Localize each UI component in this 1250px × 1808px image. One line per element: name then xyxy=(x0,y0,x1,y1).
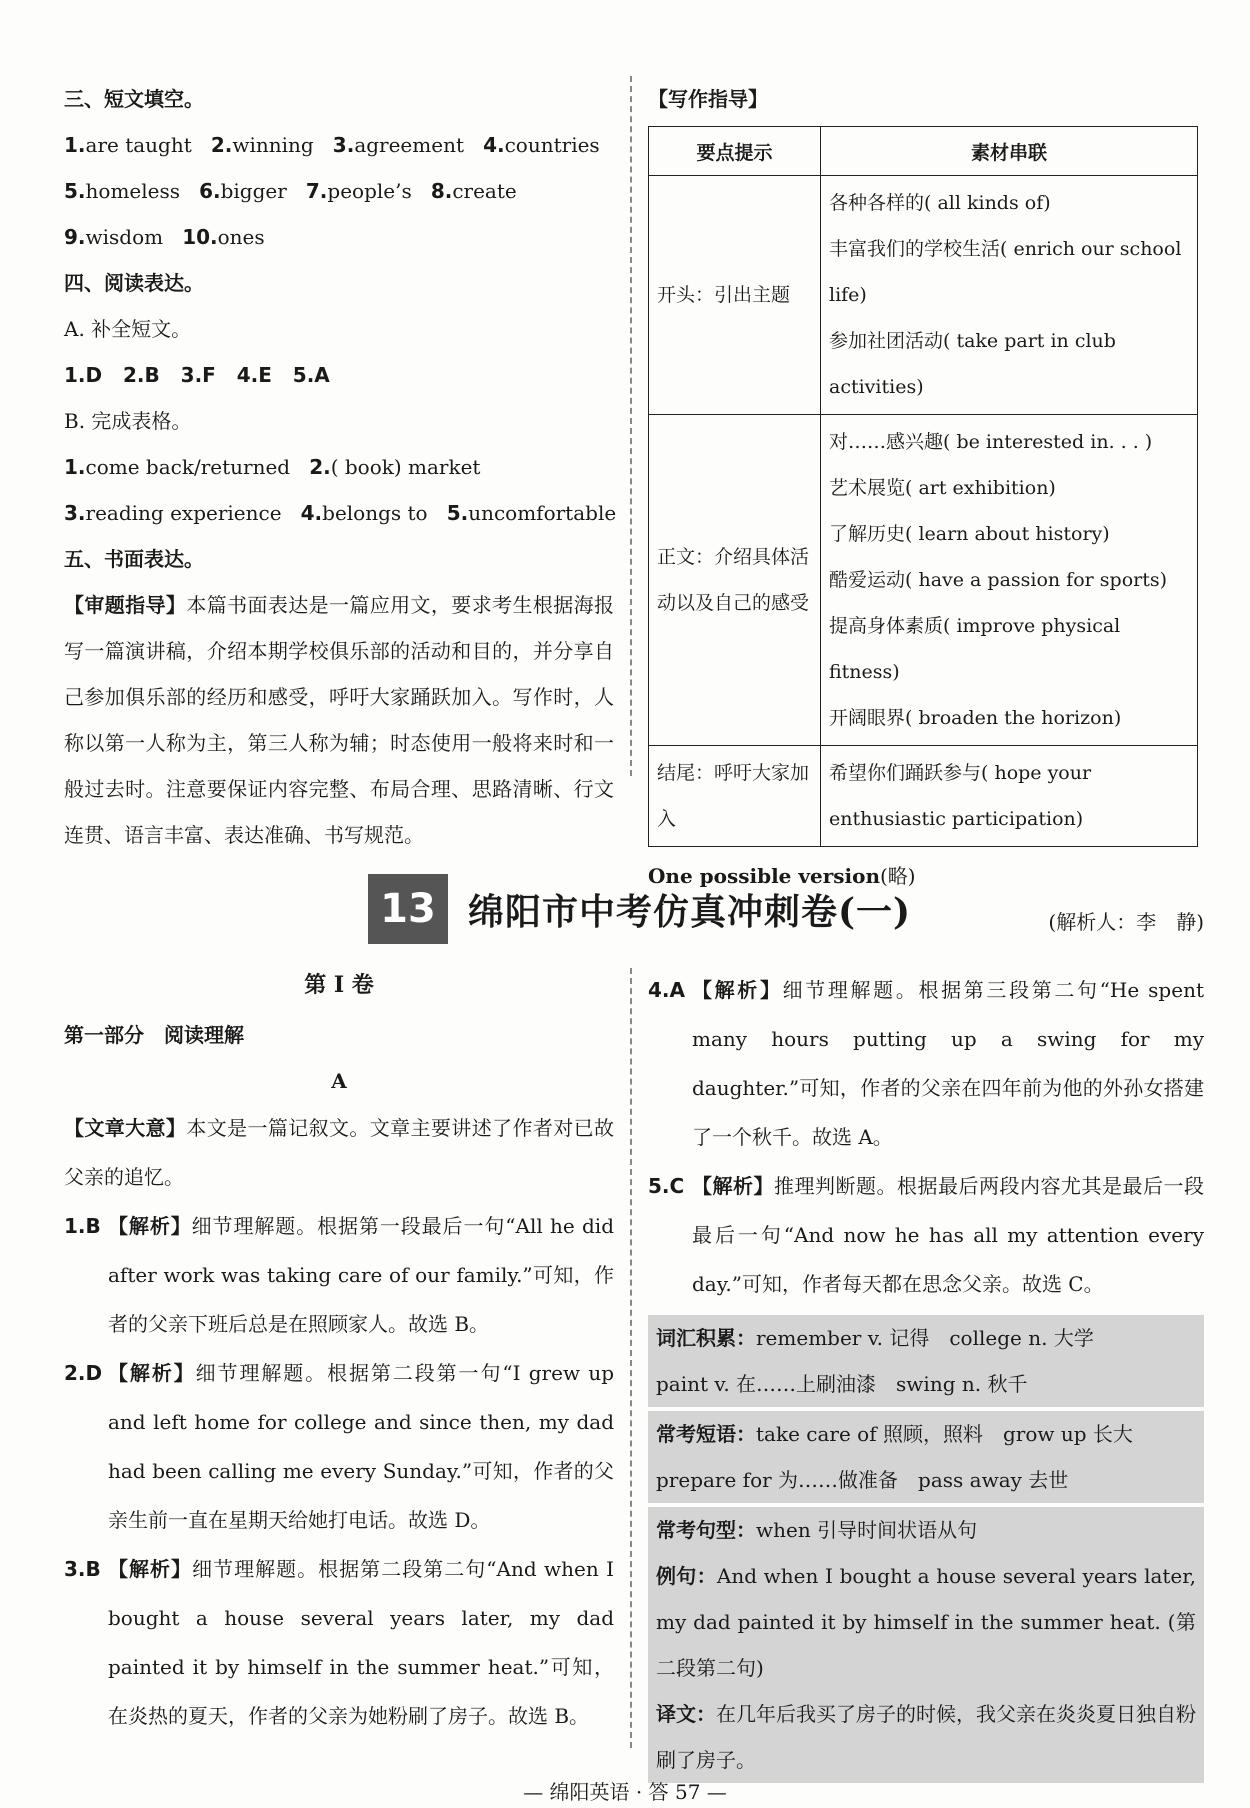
sec3-row-3: 9.wisdom 10.ones xyxy=(64,225,265,249)
table-header-material: 素材串联 xyxy=(821,127,1198,176)
exam-banner xyxy=(368,872,911,946)
answer-item: 5.C 【解析】推理判断题。根据最后两段内容尤其是最后一段最后一句“And now he has all my attention every day.”可知，作者每天都在思念父亲。故选 C。 xyxy=(648,1174,1204,1296)
section-4-heading: 四、阅读表达。 xyxy=(64,271,204,295)
left-top-column xyxy=(64,76,617,858)
sec3-row-1: 1.are taught 2.winning 3.agreement 4.countries xyxy=(64,133,600,157)
sec4b-row-2: 3.reading experience 4.belongs to 5.uncomfortable xyxy=(64,501,617,525)
section-4a-answers: 1.D 2.B 3.F 4.E 5.A xyxy=(64,363,330,387)
page-footer: — 绵阳英语 · 答 57 — xyxy=(523,1780,727,1804)
left-bottom-column xyxy=(64,962,614,1741)
column-divider-top xyxy=(630,76,632,776)
column-divider-bottom xyxy=(630,968,632,1748)
analyst-credit: (解析人：李 静) xyxy=(1048,910,1204,934)
sec4b-row-1: 1.come back/returned 2.( book) market xyxy=(64,455,481,479)
answer-item: 2.D 【解析】细节理解题。根据第二段第一句“I grew up and left home for college and since then, my dad had been calling me every Sunday.”可知，作者的父亲生前一直在星期天给她打电话。故选 D。 xyxy=(64,1361,615,1532)
sec3-row-2: 5.homeless 6.bigger 7.people’s 8.create xyxy=(64,179,517,203)
exam-number: 13 xyxy=(368,874,448,944)
article-gist: 【文章大意】本文是一篇记叙文。文章主要讲述了作者对已故父亲的追忆。 xyxy=(64,1116,615,1189)
right-top-column xyxy=(648,76,1204,945)
section-3-heading: 三、短文填空。 xyxy=(64,87,204,111)
table-header-key: 要点提示 xyxy=(649,127,821,176)
part-title: 第一部分 阅读理解 xyxy=(64,1023,244,1047)
phrase-line-2: prepare for 为……做准备 pass away 去世 xyxy=(648,1457,1204,1503)
table-header-row xyxy=(649,127,1198,176)
table-row: 正文：介绍具体活动以及自己的感受 对……感兴趣( be interested in. . . ) 艺术展览( art exhibition) 了解历史( learn about history) 酷爱运动( have a passion for sports) 提高身体素质( improve physical fitness) 开阔眼界( broaden the horizon) xyxy=(649,415,1198,746)
vocab-line-1: 词汇积累：remember v. 记得 college n. 大学 xyxy=(648,1315,1204,1361)
answer-item: 3.B 【解析】细节理解题。根据第二段第二句“And when I bought a house several years later, my dad painted it by himself in the summer heat.”可知，在炎热的夏天，作者的父亲为她粉刷了房子。故选 B。 xyxy=(64,1557,614,1728)
answer-item: 4.A 【解析】细节理解题。根据第三段第二句“He spent many hours putting up a swing for my daughter.”可知，作者的父亲在四年前为他的外孙女搭建了一个秋千。故选 A。 xyxy=(648,978,1204,1149)
possible-version: One possible version(略) xyxy=(648,864,916,888)
section-4a-heading: A. 补全短文。 xyxy=(64,317,192,341)
volume-title: 第 I 卷 xyxy=(304,972,374,998)
knowledge-box xyxy=(648,1315,1204,1783)
passage-letter: A xyxy=(331,1069,347,1093)
phrase-line-1: 常考短语：take care of 照顾，照料 grow up 长大 xyxy=(648,1411,1204,1457)
writing-analysis: 【审题指导】本篇书面表达是一篇应用文，要求考生根据海报写一篇演讲稿，介绍本期学校俱乐部的活动和目的，并分享自己参加俱乐部的经历和感受，呼吁大家踊跃加入。写作时，人称以第一人称为主，第三人称为辅；时态使用一般将来时和一般过去时。注意要保证内容完整、布局合理、思路清晰、行文连贯、语言丰富、表达准确、书写规范。 xyxy=(64,593,615,847)
example-sentence: 例句：And when I bought a house several years later, my dad painted it by himself in the summer heat. (第二段第二句) xyxy=(648,1553,1204,1691)
section-4b-heading: B. 完成表格。 xyxy=(64,409,192,433)
table-row: 结尾：呼吁大家加入 希望你们踊跃参与( hope your enthusiastic participation) xyxy=(649,746,1198,847)
table-row: 开头：引出主题 各种各样的( all kinds of) 丰富我们的学校生活( enrich our school life) 参加社团活动( take part in club activities) xyxy=(649,176,1198,415)
translation: 译文：在几年后我买了房子的时候，我父亲在炎炎夏日独自粉刷了房子。 xyxy=(648,1691,1204,1783)
answer-item: 1.B 【解析】细节理解题。根据第一段最后一句“All he did after work was taking care of our family.”可知，作者的父亲下班后总是在照顾家人。故选 B。 xyxy=(64,1214,614,1336)
exam-title: 绵阳市中考仿真冲刺卷(一) xyxy=(468,890,912,933)
sentence-line: 常考句型：when 引导时间状语从句 xyxy=(648,1507,1204,1553)
section-5-heading: 五、书面表达。 xyxy=(64,547,204,571)
writing-tips-table xyxy=(648,126,1198,847)
vocab-line-2: paint v. 在……上刷油漆 swing n. 秋千 xyxy=(648,1361,1204,1407)
writing-guide-heading: 【写作指导】 xyxy=(648,87,768,111)
right-bottom-column xyxy=(648,966,1204,1783)
